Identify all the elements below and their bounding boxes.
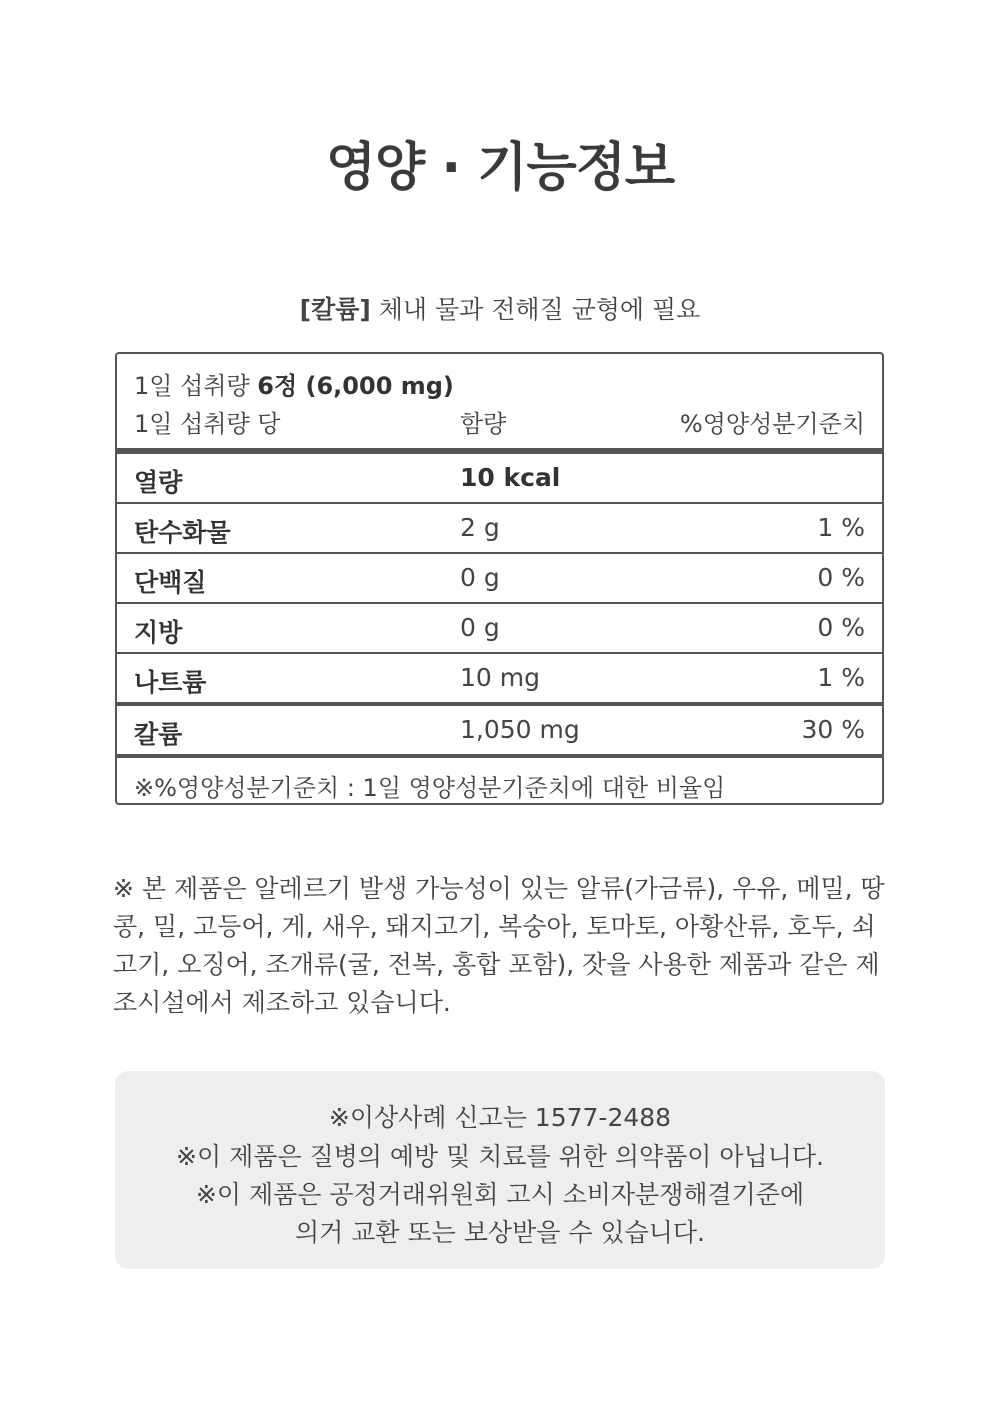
table-row-sodium bbox=[117, 654, 882, 706]
column-header-per-serving: 1일 섭취량 당 bbox=[134, 410, 281, 438]
column-header-amount: 함량 bbox=[460, 410, 507, 438]
ingredient-function-text: 체내 물과 전해질 균형에 필요 bbox=[370, 295, 701, 324]
notice-line-not-medicine: ※이 제품은 질병의 예방 및 치료를 위한 의약품이 아닙니다. bbox=[176, 1142, 824, 1171]
notice-line-consumer-dispute: ※이 제품은 공정거래위원회 고시 소비자분쟁해결기준에 bbox=[195, 1180, 805, 1209]
nutrient-name: 칼륨 bbox=[134, 720, 183, 749]
nutrient-daily-value: 0 % bbox=[817, 563, 865, 592]
nutrient-amount: 1,050 mg bbox=[460, 715, 580, 744]
table-row-carbohydrate bbox=[117, 504, 882, 554]
nutrient-name: 단백질 bbox=[134, 568, 207, 597]
serving-size-label: 1일 섭취량 bbox=[134, 372, 258, 400]
table-row-protein bbox=[117, 554, 882, 604]
nutrient-name: 지방 bbox=[134, 618, 183, 647]
nutrition-table-header bbox=[117, 354, 882, 454]
nutrient-amount: 10 mg bbox=[460, 663, 540, 692]
notice-line-report: ※이상사례 신고는 1577-2488 bbox=[328, 1103, 672, 1132]
allergy-notice: ※ 본 제품은 알레르기 발생 가능성이 있는 알류(가금류), 우유, 메밀, 땅콩, 밀, 고등어, 게, 새우, 돼지고기, 복숭아, 토마토, 아황산류, 호두, 쇠고기, 오징어, 조개류(굴, 전복, 홍합 포함), 잣을 사용한 제품과 같은 제조시설에서 제조하고 있습니다. bbox=[113, 874, 885, 1017]
ingredient-name: [칼륨] bbox=[299, 295, 371, 324]
serving-size-value: 6정 (6,000 mg) bbox=[257, 372, 454, 400]
nutrient-amount: 0 g bbox=[460, 613, 500, 642]
notice-line-exchange: 의거 교환 또는 보상받을 수 있습니다. bbox=[295, 1218, 705, 1247]
nutrient-daily-value: 30 % bbox=[801, 715, 865, 744]
nutrient-name: 열량 bbox=[134, 468, 183, 497]
serving-size bbox=[134, 366, 454, 401]
table-row-potassium bbox=[117, 706, 882, 758]
nutrition-table bbox=[115, 352, 884, 805]
nutrient-name: 나트륨 bbox=[134, 668, 207, 697]
nutrient-daily-value: 1 % bbox=[817, 663, 865, 692]
nutrient-name: 탄수화물 bbox=[134, 518, 231, 547]
nutrition-table-footnote bbox=[117, 758, 882, 808]
ingredient-function bbox=[0, 290, 1000, 326]
page-title: 영양 · 기능정보 bbox=[325, 138, 675, 198]
table-row-calories bbox=[117, 454, 882, 504]
nutrient-daily-value: 1 % bbox=[817, 513, 865, 542]
column-header-daily-value: %영양성분기준치 bbox=[679, 410, 865, 438]
table-row-fat bbox=[117, 604, 882, 654]
footnote-text: ※%영양성분기준치 : 1일 영양성분기준치에 대한 비율임 bbox=[134, 774, 726, 802]
notice-box bbox=[115, 1071, 885, 1269]
nutrient-amount: 0 g bbox=[460, 563, 500, 592]
nutrient-amount: 2 g bbox=[460, 513, 500, 542]
nutrient-daily-value: 0 % bbox=[817, 613, 865, 642]
nutrient-amount: 10 kcal bbox=[460, 463, 561, 492]
